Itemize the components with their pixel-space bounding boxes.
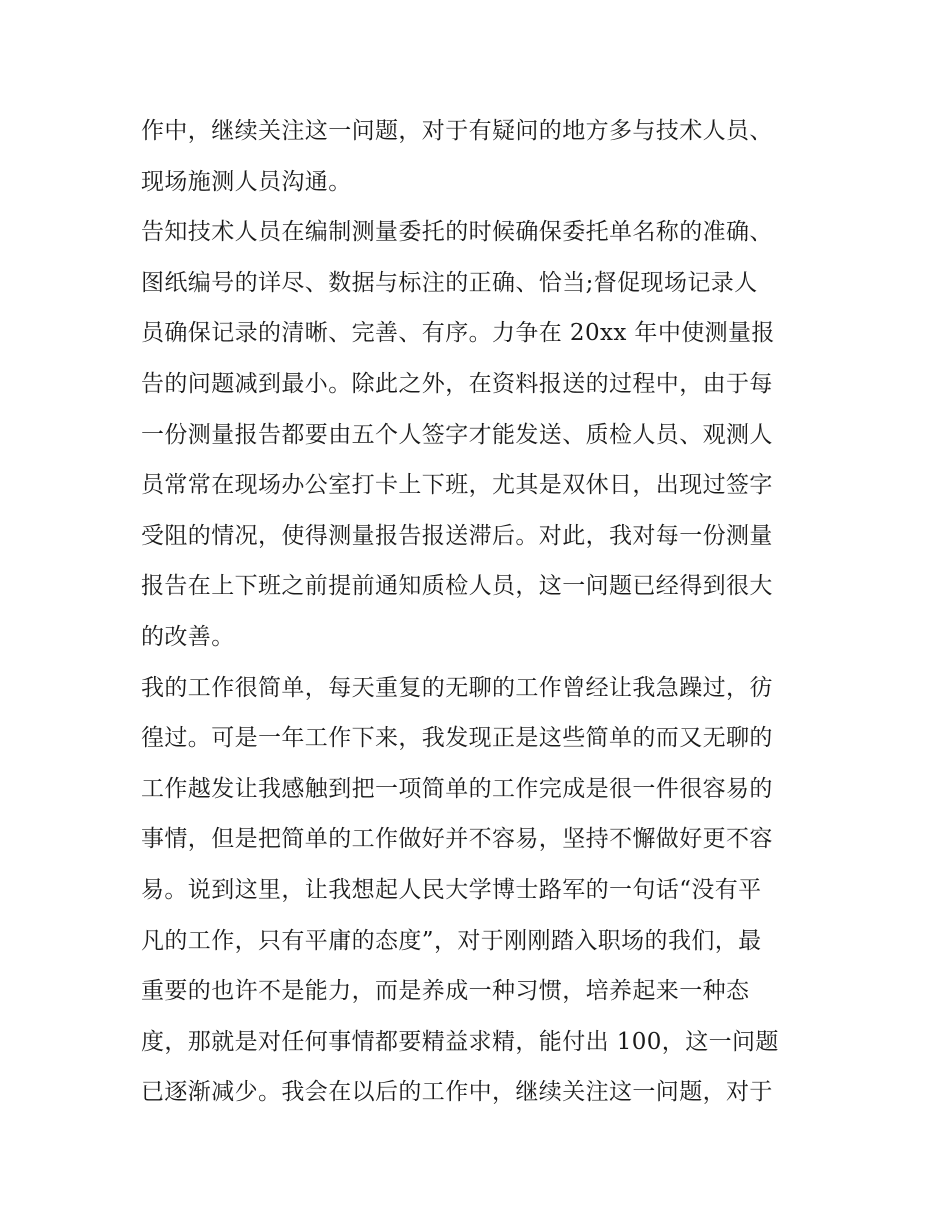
text-line: 度，那就是对任何事情都要精益求精，能付出 100，这一问题 [141, 1028, 779, 1055]
text-line: 员确保记录的清晰、完善、有序。力争在 20xx 年中使测量报 [141, 320, 775, 347]
text-line: 凡的工作，只有平庸的态度”，对于刚刚踏入职场的我们，最 [141, 927, 762, 954]
text-line: 的改善。 [141, 623, 235, 650]
text-line: 已逐渐减少。我会在以后的工作中，继续关注这一问题，对于 [141, 1079, 773, 1106]
text-line: 工作越发让我感触到把一项简单的工作完成是很一件很容易的 [141, 775, 773, 802]
text-line: 我的工作很简单，每天重复的无聊的工作曾经让我急躁过，彷 [141, 674, 773, 701]
text-line: 事情，但是把简单的工作做好并不容易，坚持不懈做好更不容 [141, 826, 773, 853]
text-line: 告知技术人员在编制测量委托的时候确保委托单名称的准确、 [141, 219, 773, 246]
text-line: 现场施测人员沟通。 [141, 168, 352, 195]
text-line: 图纸编号的详尽、数据与标注的正确、恰当;督促现场记录人 [141, 269, 758, 296]
text-line: 易。说到这里，让我想起人民大学博士路军的一句话“没有平 [141, 876, 762, 903]
text-line: 告的问题减到最小。除此之外，在资料报送的过程中，由于每 [141, 370, 773, 397]
text-line: 作中，继续关注这一问题，对于有疑问的地方多与技术人员、 [141, 118, 773, 144]
text-line: 员常常在现场办公室打卡上下班，尤其是双休日，出现过签字 [141, 472, 773, 499]
text-line: 一份测量报告都要由五个人签字才能发送、质检人员、观测人 [141, 421, 773, 448]
text-line: 徨过。可是一年工作下来，我发现正是这些简单的而又无聊的 [141, 725, 773, 752]
text-line: 报告在上下班之前提前通知质检人员，这一问题已经得到很大 [141, 573, 773, 600]
text-line: 重要的也许不是能力，而是养成一种习惯，培养起来一种态 [141, 978, 750, 1005]
text-line: 受阻的情况，使得测量报告报送滞后。对此，我对每一份测量 [141, 522, 773, 549]
body-text [141, 106, 821, 1118]
